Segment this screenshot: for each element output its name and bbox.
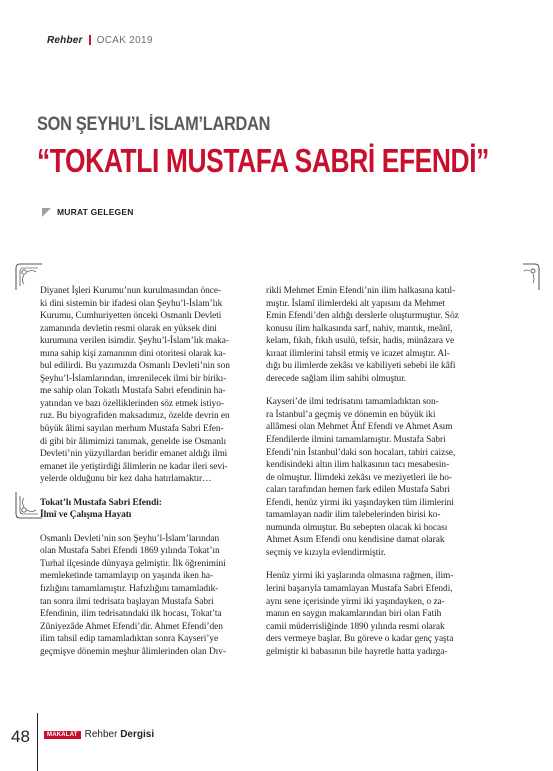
text-line: konusu ilim halkasında sarf, nahiv, mantık, meânî, — [266, 323, 453, 334]
author-name: MURAT GELEGEN — [57, 207, 134, 217]
author-line — [42, 207, 134, 217]
text-line: ki dini sistemin bir ifadesi olan Şeyhu’l-İslam’lık — [40, 298, 223, 309]
text-line: Zûniyezâde Ahmet Efendi’dir. Ahmet Efendi’den — [40, 621, 223, 632]
page-number: 48 — [11, 727, 30, 746]
text-line: Efendinin, ilim tedrisatındaki ilk hocası, Tokat’ta — [40, 609, 222, 620]
header-separator — [89, 35, 91, 45]
text-line: Efendi, henüz yirmi iki yaşındayken tüm ilimlerini — [266, 497, 454, 508]
text-line: Henüz yirmi iki yaşlarında olmasına rağmen, ilim- — [266, 571, 454, 582]
body-paragraph — [40, 533, 278, 658]
text-line: ra İstanbul’a geçmiş ve dönemin en büyük iki — [266, 409, 436, 420]
magazine-name-light: Rehber — [84, 729, 121, 740]
text-line: camii müderrisliğinde 1890 yılında resmi olarak — [266, 621, 445, 632]
text-line: di gibi bir âlimimizi tanımak, genelde ise Osmanlı — [40, 436, 227, 447]
text-line: Diyanet İşleri Kurumu’nun kurulmasından önce- — [40, 286, 222, 296]
text-line: bul edilirdi. Bu yazımızda Osmanlı Devleti’nin son — [40, 361, 230, 372]
footer-divider — [37, 713, 38, 771]
text-line: gelmiştir ki babasının bile hayretle hatta yadırga- — [266, 646, 448, 657]
text-line: Efendilerde ilmini tamamlamıştır. Mustafa Sabri — [266, 435, 446, 446]
text-line: yatından ve bazı özelliklerinden söz etmek istiyo- — [40, 398, 224, 409]
right-column — [266, 285, 514, 658]
text-line: kelam, fıkıh, fıkıh usulü, tefsir, hadis, münâzara ve — [266, 336, 455, 347]
text-line: fızlığını tamamlamıştır. Hafızlığını tamamladık- — [40, 584, 219, 595]
brand-logo: Rehber — [47, 34, 83, 46]
text-line: Efendi’nin İstanbul’daki son hocaları, tabiri caizse, — [266, 447, 456, 458]
text-line: tan sonra ilmi tedrisata başlayan Mustafa Sabri — [40, 596, 214, 607]
text-line: seçmiş ve kızıyla evlendirmiştir. — [266, 547, 386, 558]
magazine-name-bold: Dergisi — [120, 729, 155, 740]
author-marker-icon — [42, 208, 51, 217]
text-line: olan Mustafa Sabri Efendi 1869 yılında Tokat’ın — [40, 546, 220, 557]
text-line: Devleti’nin yüzyıllardan beridir emanet aldığı ilmi — [40, 449, 228, 460]
text-line: lerini başarıyla tamamlayan Mustafa Sabri Efendi, — [266, 584, 453, 595]
text-line: büyük âlimi sayılan merhum Mustafa Sabri Efen- — [40, 424, 224, 435]
left-column — [40, 285, 278, 658]
issue-date: OCAK 2019 — [96, 34, 153, 46]
text-line: Kayseri’de ilmi tedrisatını tamamladıktan son- — [266, 397, 439, 408]
article-title: “TOKATLI MUSTAFA SABRİ EFENDİ” — [37, 142, 489, 179]
footer — [44, 729, 154, 740]
text-line: tamamlayan nadir ilim talebelerinden birisi ko- — [266, 510, 441, 521]
running-header — [47, 33, 153, 47]
paragraph-1 — [266, 285, 514, 385]
text-line: kıraat ilimlerini tahsil etmiş ve icazet almıştır. Al- — [266, 348, 450, 359]
text-line: geçmişve dönemin meşhur âlimlerinden olan Dıv- — [40, 646, 226, 657]
paragraph-3 — [266, 570, 514, 658]
text-line: memleketinde tamamlayıp on yaşında iken ha- — [40, 571, 214, 582]
subheading-line-2: İlmî ve Çalışma Hayatı — [40, 510, 132, 521]
text-line: mıştır. İslamî ilimlerdeki alt yapısını da Mehmet — [266, 298, 446, 309]
paragraph-2 — [266, 396, 514, 559]
text-line: Osmanlı Devleti’nin son Şeyhu’l-İslam’larından — [40, 533, 220, 544]
text-line: dığı bu ilimlerde zekâsı ve kabiliyeti sebebi ile kâfi — [266, 361, 456, 372]
subheading-line-1: Tokat’lı Mustafa Sabri Efendi: — [40, 497, 162, 508]
text-line: ruz. Bu biyografiden maksadımız, özelde devrin en — [40, 411, 230, 422]
corner-ornament-right-icon — [521, 262, 541, 292]
article-kicker: SON ŞEYHU’L İSLAM’LARDAN — [37, 114, 271, 135]
text-line: allâmesi olan Mehmet Âtıf Efendi ve Ahmet Asım — [266, 422, 453, 433]
text-line: Ahmet Asım Efendi onu kendisine damat olarak — [266, 535, 445, 546]
subheading — [40, 497, 278, 522]
text-line: emanet ile yetiştirdiği âlimlerin ne kadar ileri sevi- — [40, 461, 228, 472]
text-line: Turhal ilçesinde dünyaya gelmiştir. İlk öğrenimini — [40, 558, 226, 569]
text-line: ilim tahsil edip tamamladıktan sonra Kayseri’ye — [40, 634, 219, 645]
text-line: rikli Mehmet Emin Efendi’nin ilim halkasına katıl- — [266, 286, 456, 296]
text-line: aynı sene içerisinde yirmi iki yaşındayken, o za- — [266, 596, 445, 607]
intro-paragraph — [40, 285, 278, 486]
text-line: ders vermeye başlar. Bu göreve o kadar genç yaşta — [266, 634, 454, 645]
text-line: Kurumu, Cumhuriyetten önceki Osmanlı Devleti — [40, 311, 222, 322]
section-badge: MAKALAT — [44, 731, 81, 739]
text-line: manın en saygın makamlarından biri olan Fatih — [266, 609, 442, 620]
text-line: Emin Efendi’den aldığı derslerle oluşturmuştur. Söz — [266, 311, 459, 322]
text-line: caları tarafından hemen fark edilen Mustafa Sabri — [266, 485, 450, 496]
text-line: mına sahip kişi zamanının dini otoritesi olarak ka- — [40, 348, 226, 359]
text-line: yelerde olduğunu bir kez daha hatırlamaktır… — [40, 474, 212, 485]
text-line: kurumuna verilen isimdir. Şeyhu’l-İslam’lık maka- — [40, 336, 229, 347]
text-line: Şeyhu’l-İslamlarından, imrenilecek ilmi bir birikı- — [40, 373, 227, 384]
text-line: zamanında devletin resmi olarak en yüksek dini — [40, 323, 217, 334]
text-line: de olmuştur. İlimdeki zekâsı ve meziyetleri ile ho- — [266, 472, 452, 483]
text-line: numunda olmuştur. Bu sebepten olacak ki hocası — [266, 522, 448, 533]
text-line: kendisindeki altın ilim halkasının tacı mesabesin- — [266, 460, 450, 471]
magazine-name — [85, 729, 154, 740]
text-line: me sahip olan Tokatlı Mustafa Sabri efendinin ha- — [40, 386, 226, 397]
text-line: derecede sağlam ilim sahibi olmuştur. — [266, 373, 407, 384]
